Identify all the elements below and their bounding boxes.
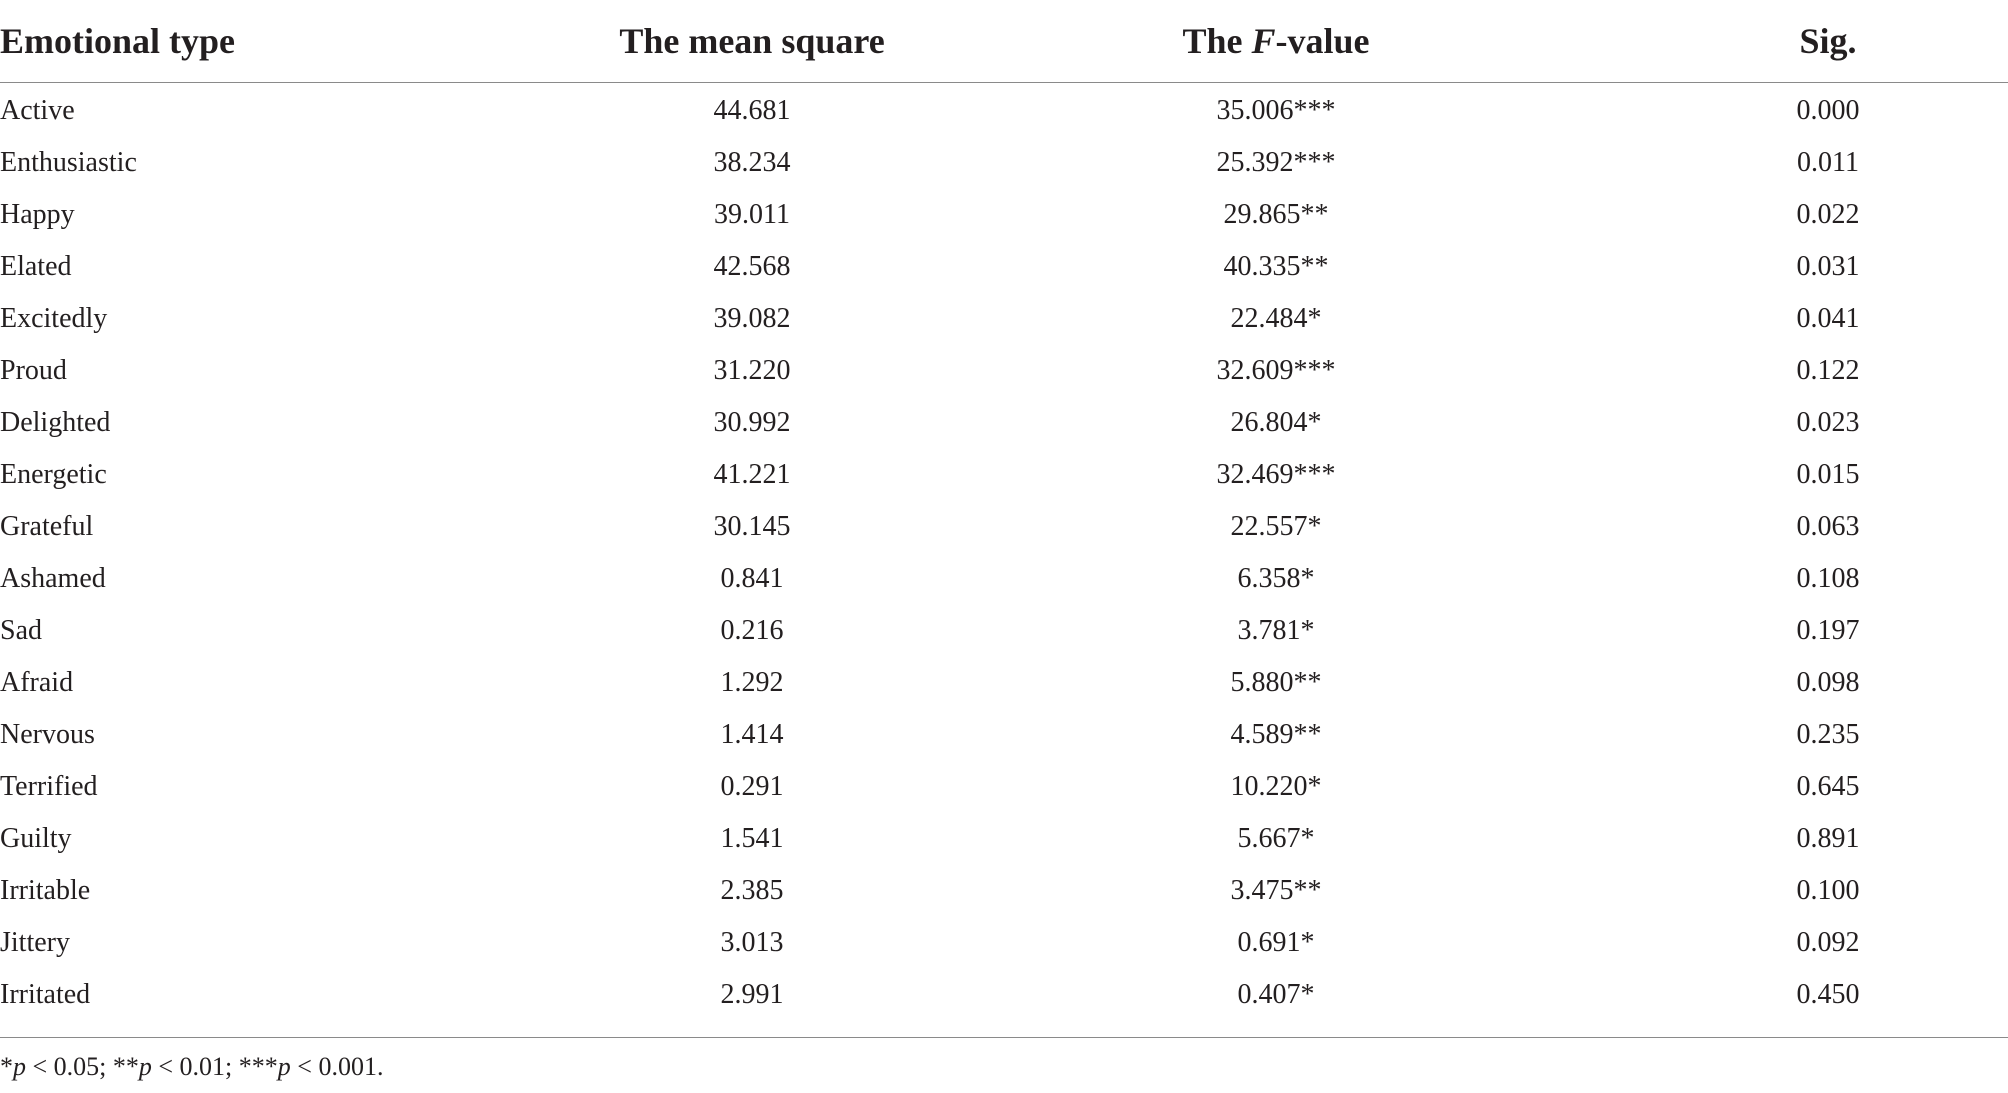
cell-f-value: 0.407* <box>1237 979 1315 1010</box>
cell-f-value: 3.781* <box>1237 615 1315 646</box>
cell-emotional-type: Happy <box>0 199 75 230</box>
table-row <box>0 137 2008 189</box>
cell-f-value: 22.484* <box>1230 303 1322 334</box>
cell-sig: 0.023 <box>1796 407 1860 438</box>
cell-f-value: 10.220* <box>1230 771 1322 802</box>
cell-sig: 0.015 <box>1796 459 1860 490</box>
cell-sig: 0.197 <box>1796 615 1860 646</box>
footnote-text-2: < 0.01; *** <box>151 1052 278 1081</box>
cell-mean-square: 0.841 <box>720 563 784 594</box>
cell-f-value: 26.804* <box>1230 407 1322 438</box>
cell-emotional-type: Ashamed <box>0 563 106 594</box>
table-row <box>0 83 2008 138</box>
header-row <box>0 0 2008 83</box>
cell-mean-square: 2.991 <box>720 979 784 1010</box>
cell-f-value: 5.667* <box>1237 823 1315 854</box>
header-f-value-italic: F <box>1251 21 1276 61</box>
cell-f-value: 40.335** <box>1223 251 1329 282</box>
table-row <box>0 189 2008 241</box>
cell-emotional-type: Delighted <box>0 407 111 438</box>
cell-f-value: 32.609*** <box>1216 355 1336 386</box>
cell-emotional-type: Sad <box>0 615 42 646</box>
table-row <box>0 553 2008 605</box>
cell-f-value: 4.589** <box>1230 719 1322 750</box>
table-row <box>0 761 2008 813</box>
cell-sig: 0.098 <box>1796 667 1860 698</box>
cell-f-value: 0.691* <box>1237 927 1315 958</box>
cell-sig: 0.891 <box>1796 823 1860 854</box>
cell-f-value: 6.358* <box>1237 563 1315 594</box>
cell-sig: 0.011 <box>1797 147 1859 178</box>
cell-sig: 0.108 <box>1796 563 1860 594</box>
cell-mean-square: 39.082 <box>713 303 791 334</box>
cell-sig: 0.235 <box>1796 719 1860 750</box>
table-body <box>0 83 2008 1022</box>
footnote-p-2: p <box>138 1052 152 1081</box>
cell-mean-square: 39.011 <box>714 199 790 230</box>
cell-emotional-type: Excitedly <box>0 303 108 334</box>
cell-emotional-type: Terrified <box>0 771 98 802</box>
bottom-rule <box>0 1037 2008 1038</box>
table-row <box>0 969 2008 1021</box>
cell-mean-square: 1.541 <box>720 823 784 854</box>
cell-f-value: 5.880** <box>1230 667 1322 698</box>
cell-f-value: 32.469*** <box>1216 459 1336 490</box>
table-row <box>0 865 2008 917</box>
header-mean-square: The mean square <box>600 0 904 83</box>
table-header <box>0 0 2008 83</box>
cell-mean-square: 41.221 <box>713 459 791 490</box>
cell-mean-square: 31.220 <box>713 355 791 386</box>
table-row <box>0 709 2008 761</box>
cell-f-value: 3.475** <box>1230 875 1322 906</box>
cell-emotional-type: Grateful <box>0 511 94 542</box>
cell-sig: 0.063 <box>1796 511 1860 542</box>
table-row <box>0 813 2008 865</box>
cell-sig: 0.000 <box>1796 95 1860 126</box>
cell-mean-square: 0.291 <box>720 771 784 802</box>
footnote <box>0 1050 383 1084</box>
table-row <box>0 397 2008 449</box>
cell-mean-square: 2.385 <box>720 875 784 906</box>
cell-mean-square: 1.414 <box>720 719 784 750</box>
header-f-value <box>904 0 1648 83</box>
cell-mean-square: 30.145 <box>713 511 791 542</box>
cell-mean-square: 1.292 <box>720 667 784 698</box>
cell-emotional-type: Guilty <box>0 823 72 854</box>
cell-sig: 0.450 <box>1796 979 1860 1010</box>
cell-mean-square: 42.568 <box>713 251 791 282</box>
cell-sig: 0.022 <box>1796 199 1860 230</box>
footnote-text-1: < 0.05; ** <box>26 1052 139 1081</box>
header-sig: Sig. <box>1648 0 2008 83</box>
header-f-value-suffix: -value <box>1275 21 1370 61</box>
table-row <box>0 449 2008 501</box>
cell-f-value: 29.865** <box>1223 199 1329 230</box>
table-row <box>0 501 2008 553</box>
cell-emotional-type: Jittery <box>0 927 70 958</box>
cell-sig: 0.092 <box>1796 927 1860 958</box>
cell-sig: 0.122 <box>1796 355 1860 386</box>
table-row <box>0 293 2008 345</box>
footnote-p-1: p <box>13 1052 26 1081</box>
table-row <box>0 917 2008 969</box>
cell-f-value: 22.557* <box>1230 511 1322 542</box>
cell-mean-square: 38.234 <box>713 147 791 178</box>
cell-emotional-type: Elated <box>0 251 72 282</box>
cell-f-value: 25.392*** <box>1216 147 1336 178</box>
cell-sig: 0.100 <box>1796 875 1860 906</box>
header-f-value-prefix: The <box>1182 21 1252 61</box>
cell-emotional-type: Active <box>0 95 75 126</box>
footnote-star: * <box>0 1052 13 1081</box>
cell-mean-square: 44.681 <box>713 95 791 126</box>
cell-emotional-type: Irritated <box>0 979 91 1010</box>
cell-f-value: 35.006*** <box>1216 95 1336 126</box>
cell-emotional-type: Energetic <box>0 459 107 490</box>
cell-sig: 0.041 <box>1796 303 1860 334</box>
cell-emotional-type: Afraid <box>0 667 74 698</box>
cell-mean-square: 30.992 <box>713 407 791 438</box>
footnote-text-3: < 0.001. <box>290 1052 384 1081</box>
table-row <box>0 241 2008 293</box>
cell-sig: 0.031 <box>1796 251 1860 282</box>
header-emotional-type: Emotional type <box>0 0 600 83</box>
cell-emotional-type: Irritable <box>0 875 91 906</box>
table-row <box>0 605 2008 657</box>
cell-emotional-type: Proud <box>0 355 67 386</box>
table-row <box>0 345 2008 397</box>
cell-emotional-type: Nervous <box>0 719 95 750</box>
footnote-p-3: p <box>277 1052 291 1081</box>
cell-mean-square: 3.013 <box>720 927 784 958</box>
table-row <box>0 657 2008 709</box>
cell-sig: 0.645 <box>1796 771 1860 802</box>
cell-emotional-type: Enthusiastic <box>0 147 137 178</box>
cell-mean-square: 0.216 <box>720 615 784 646</box>
